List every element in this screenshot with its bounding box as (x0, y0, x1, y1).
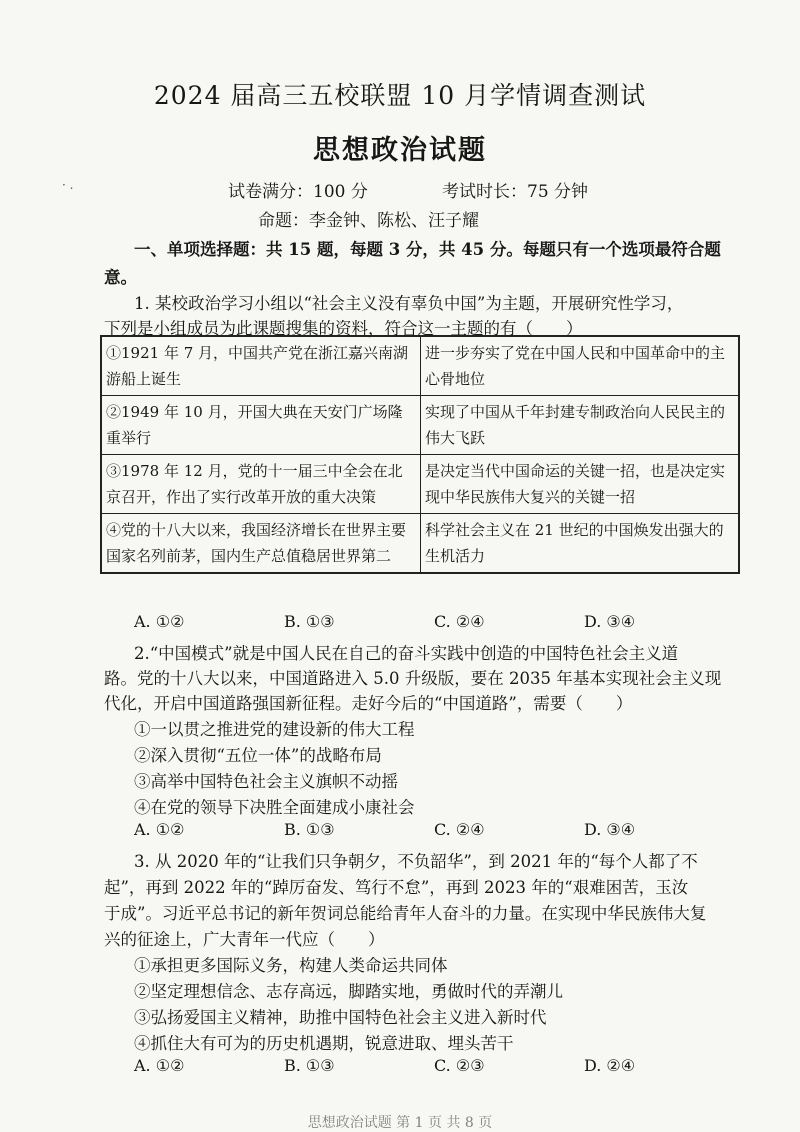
q1-stem-line-2: 下列是小组成员为此课题搜集的资料，符合这一主题的有（ ） (104, 319, 583, 338)
table-row (101, 336, 739, 396)
q2-item-2: ②深入贯彻“五位一体”的战略布局 (134, 746, 382, 765)
table-cell-meaning: 进一步夯实了党在中国人民和中国革命中的主心骨地位 (421, 336, 740, 396)
exam-duration: 考试时长：75 分钟 (442, 182, 589, 202)
table-cell-meaning: 是决定当代中国命运的关键一招，也是决定实现中华民族伟大复兴的关键一招 (421, 455, 740, 514)
q2-options (134, 820, 734, 839)
q3-item-1: ①承担更多国际义务，构建人类命运共同体 (134, 956, 448, 975)
option-d[interactable]: D. ③④ (584, 820, 636, 839)
option-b[interactable]: B. ①③ (284, 612, 335, 631)
q2-item-4: ④在党的领导下决胜全面建成小康社会 (134, 798, 415, 817)
exam-authors: 命题：李金钟、陈松、汪子耀 (258, 211, 479, 231)
option-d[interactable]: D. ③④ (584, 612, 636, 631)
option-c[interactable]: C. ②④ (434, 820, 485, 839)
q3-item-2: ②坚定理想信念、志存高远，脚踏实地，勇做时代的弄潮儿 (134, 982, 563, 1001)
table-cell-event: ③1978 年 12 月，党的十一届三中全会在北京召开，作出了实行改革开放的重大决策 (101, 455, 421, 514)
q3-stem-line-1: 3. 从 2020 年的“让我们只争朝夕，不负韶华”，到 2021 年的“每个人都了不 (134, 852, 698, 871)
table-row (101, 455, 739, 514)
q1-options (134, 612, 734, 631)
q3-stem-line-4: 兴的征途上，广大青年一代应（ ） (104, 930, 385, 949)
q2-stem-line-3: 代化，开启中国道路强国新征程。走好今后的“中国道路”，需要（ ） (104, 694, 633, 713)
option-a[interactable]: A. ①② (134, 612, 185, 631)
table-cell-meaning: 实现了中国从千年封建专制政治向人民民主的伟大飞跃 (421, 396, 740, 455)
q1-stem-line-1: 1. 某校政治学习小组以“社会主义没有辜负中国”为主题，开展研究性学习， (134, 294, 684, 313)
table-row (101, 514, 739, 574)
q3-item-4: ④抓住大有可为的历史机遇期，锐意进取、埋头苦干 (134, 1034, 514, 1053)
section-heading-cont: 意。 (104, 268, 137, 287)
table-cell-meaning: 科学社会主义在 21 世纪的中国焕发出强大的生机活力 (421, 514, 740, 574)
q2-stem-line-2: 路。党的十八大以来，中国道路进入 5.0 升级版，要在 2035 年基本实现社会主义现 (104, 669, 722, 688)
full-score: 试卷满分：100 分 (228, 182, 368, 202)
q3-options (134, 1056, 734, 1075)
page-subtitle: 思想政治试题 (313, 135, 487, 166)
table-cell-event: ①1921 年 7 月，中国共产党在浙江嘉兴南湖游船上诞生 (101, 336, 421, 396)
q3-stem-line-2: 起”，再到 2022 年的“踔厉奋发、笃行不怠”，再到 2023 年的“艰难困苦，玉汝 (104, 878, 689, 897)
q1-material-table (100, 335, 740, 574)
option-b[interactable]: B. ①③ (284, 1056, 335, 1075)
option-a[interactable]: A. ①② (134, 1056, 185, 1075)
section-heading: 一、单项选择题：共 15 题，每题 3 分，共 45 分。每题只有一个选项最符合题 (134, 240, 721, 259)
q2-stem-line-1: 2.“中国模式”就是中国人民在自己的奋斗实践中创造的中国特色社会主义道 (134, 644, 679, 663)
q3-item-3: ③弘扬爱国主义精神，助推中国特色社会主义进入新时代 (134, 1008, 547, 1027)
table-cell-event: ②1949 年 10 月，开国大典在天安门广场隆重举行 (101, 396, 421, 455)
page-footer: 思想政治试题 第 1 页 共 8 页 (307, 1115, 493, 1131)
option-c[interactable]: C. ②③ (434, 1056, 485, 1075)
table-cell-event: ④党的十八大以来，我国经济增长在世界主要国家名列前茅，国内生产总值稳居世界第二 (101, 514, 421, 574)
option-a[interactable]: A. ①② (134, 820, 185, 839)
scan-speck: · . (62, 178, 74, 192)
option-b[interactable]: B. ①③ (284, 820, 335, 839)
option-c[interactable]: C. ②④ (434, 612, 485, 631)
q2-item-1: ①一以贯之推进党的建设新的伟大工程 (134, 720, 415, 739)
q2-item-3: ③高举中国特色社会主义旗帜不动摇 (134, 772, 398, 791)
option-d[interactable]: D. ②④ (584, 1056, 636, 1075)
table-row (101, 396, 739, 455)
q3-stem-line-3: 于成”。习近平总书记的新年贺词总能给青年人奋斗的力量。在实现中华民族伟大复 (104, 904, 707, 923)
page-title: 2024 届高三五校联盟 10 月学情调查测试 (153, 81, 647, 110)
